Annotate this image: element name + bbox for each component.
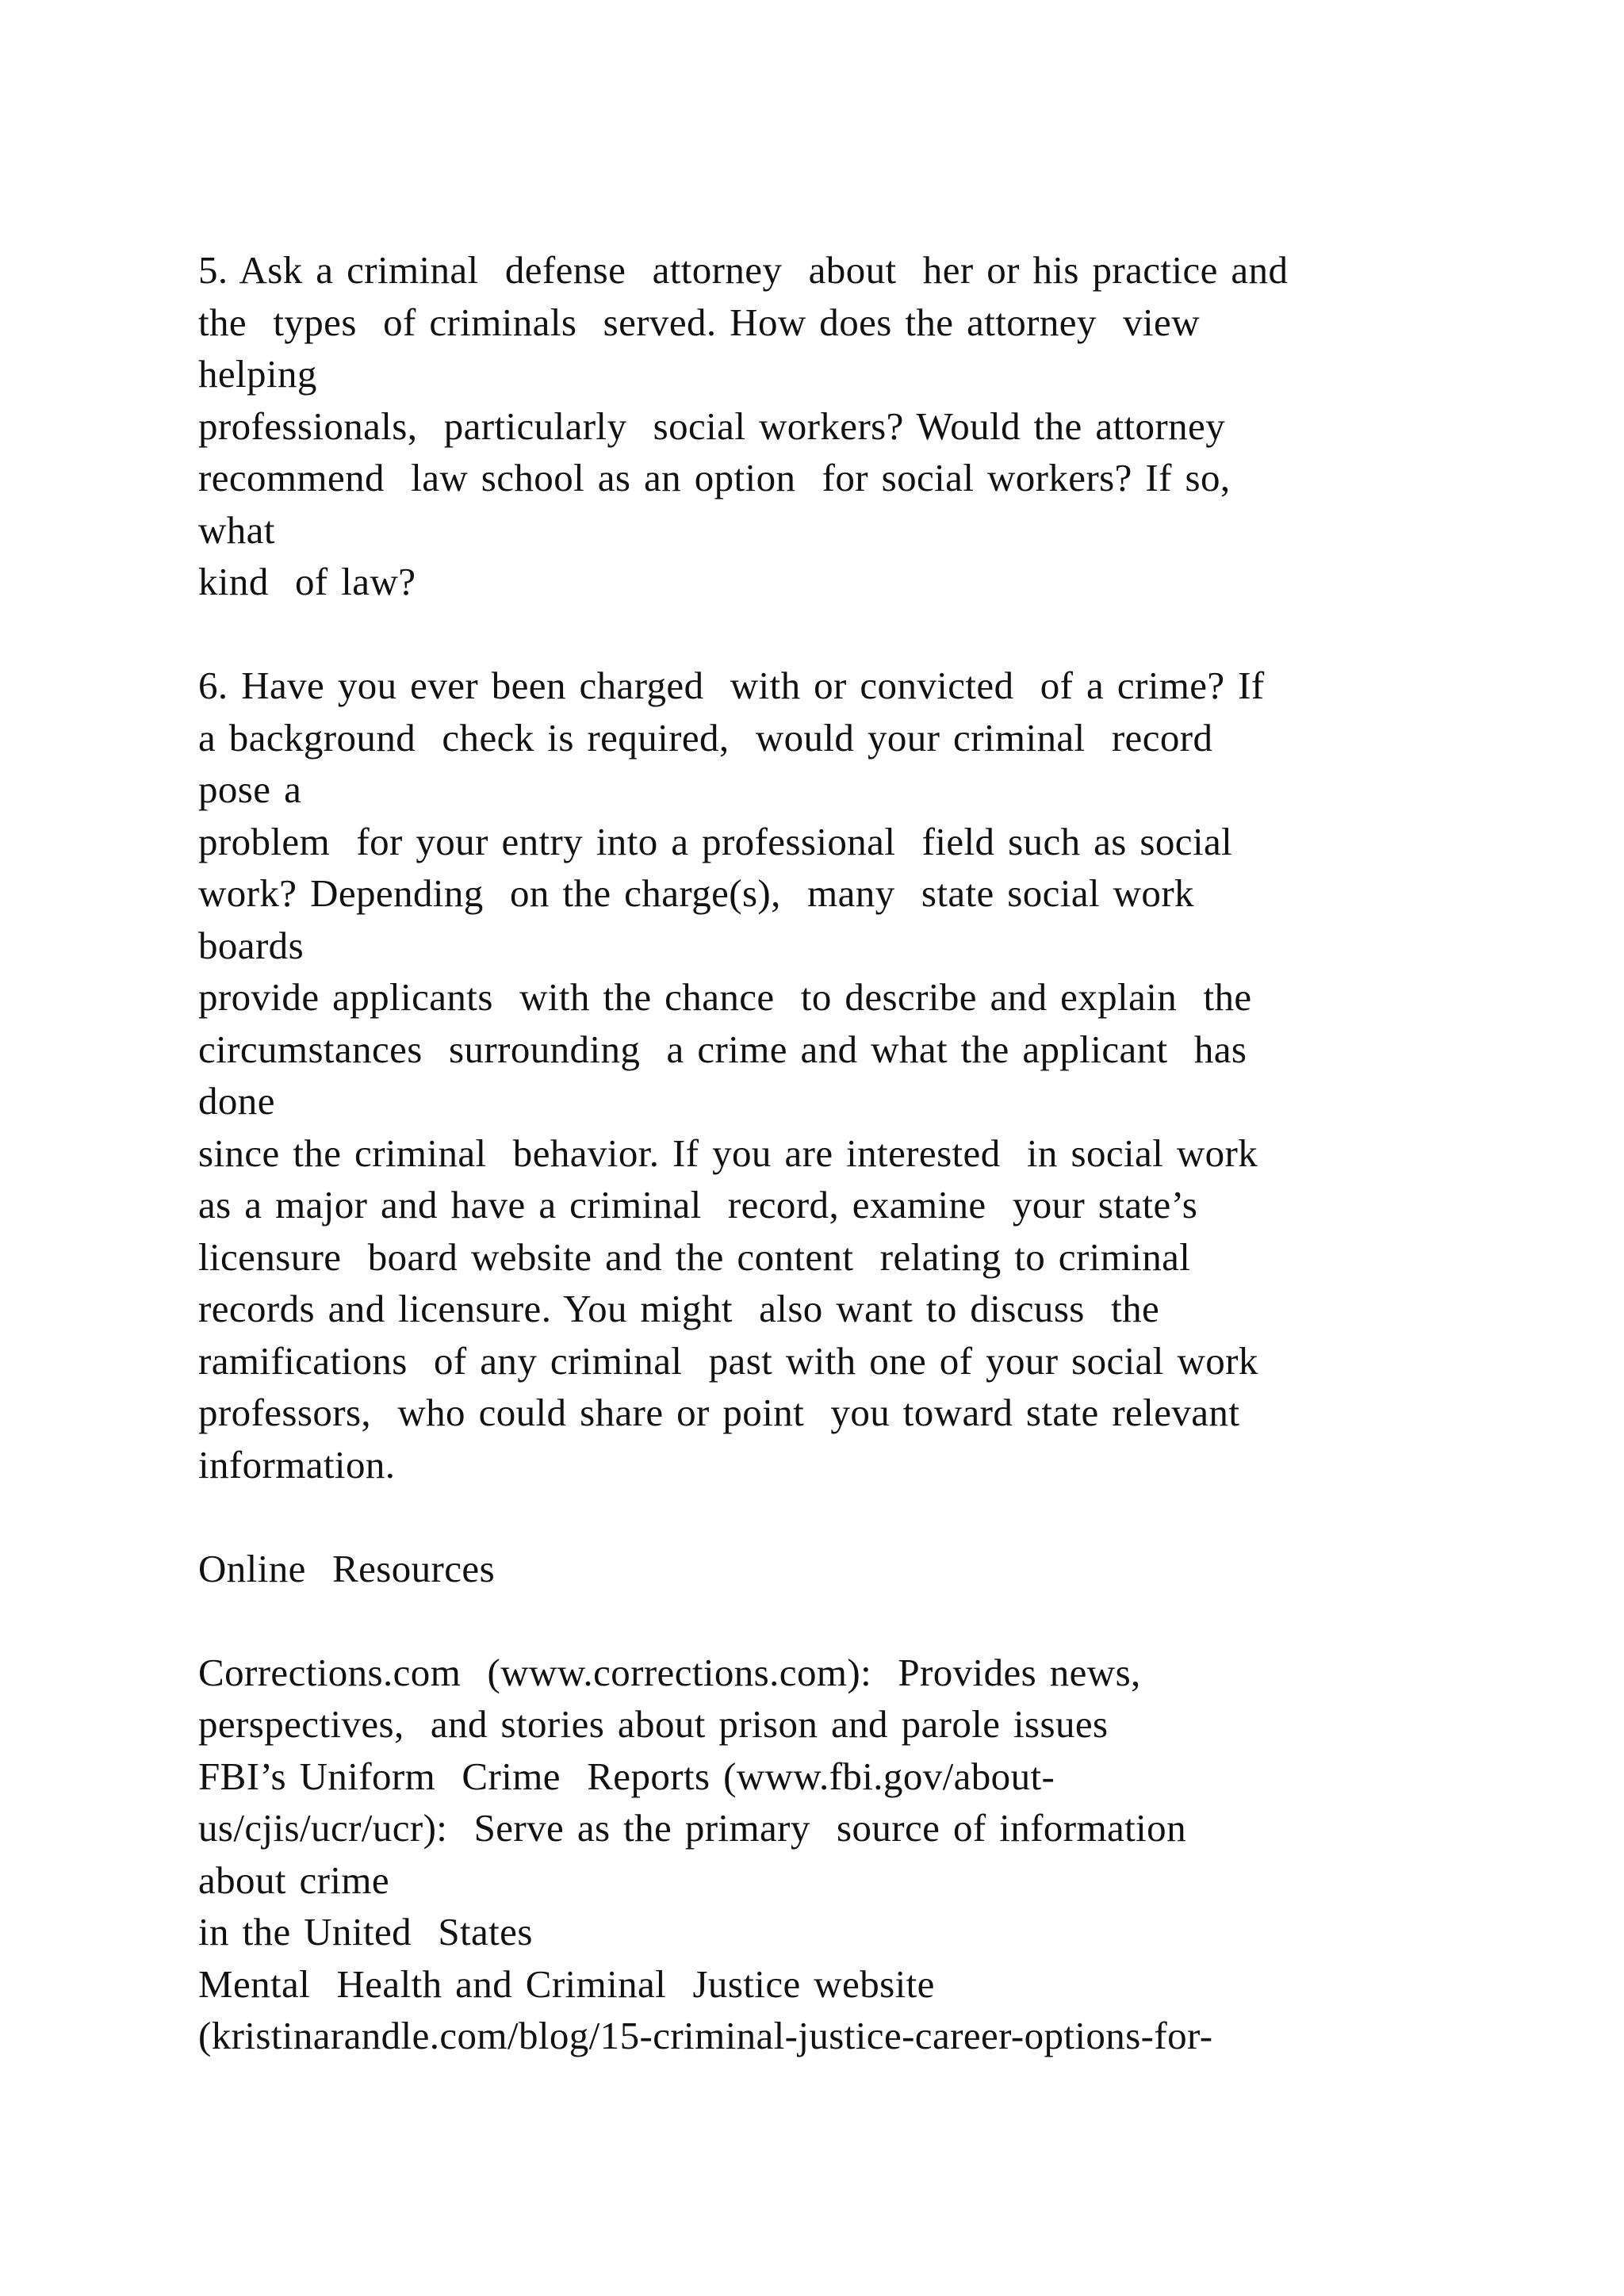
text-line: done	[198, 1079, 275, 1123]
text-line: professors, who could share or point you toward state relevant	[198, 1391, 1240, 1434]
text-line: circumstances surrounding a crime and what the applicant has	[198, 1027, 1247, 1071]
text-line: ramifications of any criminal past with one of your social work	[198, 1338, 1258, 1383]
text-line: work? Depending on the charge(s), many state social work	[198, 871, 1194, 915]
online-resources-list	[198, 1647, 1515, 2062]
text-line: helping	[198, 352, 317, 396]
text-line: the types of criminals served. How does the attorney view	[198, 300, 1200, 344]
text-line: FBI’s Uniform Crime Reports (www.fbi.gov/about-	[198, 1754, 1055, 1798]
paragraph-spacer	[198, 1490, 1515, 1543]
text-line: problem for your entry into a professional field such as social	[198, 819, 1233, 863]
text-line: us/cjis/ucr/ucr): Serve as the primary source of information	[198, 1806, 1186, 1850]
paragraph-spacer	[198, 608, 1515, 660]
text-line: (kristinarandle.com/blog/15-criminal-justice-career-options-for-	[198, 2014, 1213, 2057]
text-line: what	[198, 507, 275, 552]
text-line: since the criminal behavior. If you are interested in social work	[198, 1131, 1258, 1175]
document-text	[198, 244, 1515, 2062]
text-line: records and licensure. You might also want to discuss the	[198, 1287, 1160, 1330]
question-6-paragraph	[198, 660, 1515, 1490]
text-line: a background check is required, would your criminal record	[198, 715, 1213, 760]
text-line: professionals, particularly social workers? Would the attorney	[198, 404, 1226, 448]
text-line: licensure board website and the content relating to criminal	[198, 1234, 1191, 1279]
section-heading-online-resources: Online Resources	[198, 1546, 496, 1590]
text-line: 5. Ask a criminal defense attorney about her or his practice and	[198, 248, 1289, 292]
text-line: Mental Health and Criminal Justice website	[198, 1961, 935, 2006]
text-line: boards	[198, 923, 304, 967]
text-line: in the United States	[198, 1910, 533, 1954]
text-line: perspectives, and stories about prison and parole issues	[198, 1702, 1109, 1746]
text-line: as a major and have a criminal record, examine your state’s	[198, 1183, 1198, 1226]
text-line: recommend law school as an option for social workers? If so,	[198, 456, 1231, 499]
paragraph-spacer	[198, 1594, 1515, 1647]
question-5-paragraph	[198, 244, 1515, 608]
text-line: about crime	[198, 1858, 390, 1902]
text-line: Corrections.com (www.corrections.com): Provides news,	[198, 1650, 1141, 1694]
text-line: information.	[198, 1442, 396, 1487]
text-line: provide applicants with the chance to describe and explain the	[198, 975, 1252, 1019]
text-line: kind of law?	[198, 560, 416, 603]
text-line: pose a	[198, 767, 302, 811]
text-line: 6. Have you ever been charged with or convicted of a crime? If	[198, 664, 1265, 707]
